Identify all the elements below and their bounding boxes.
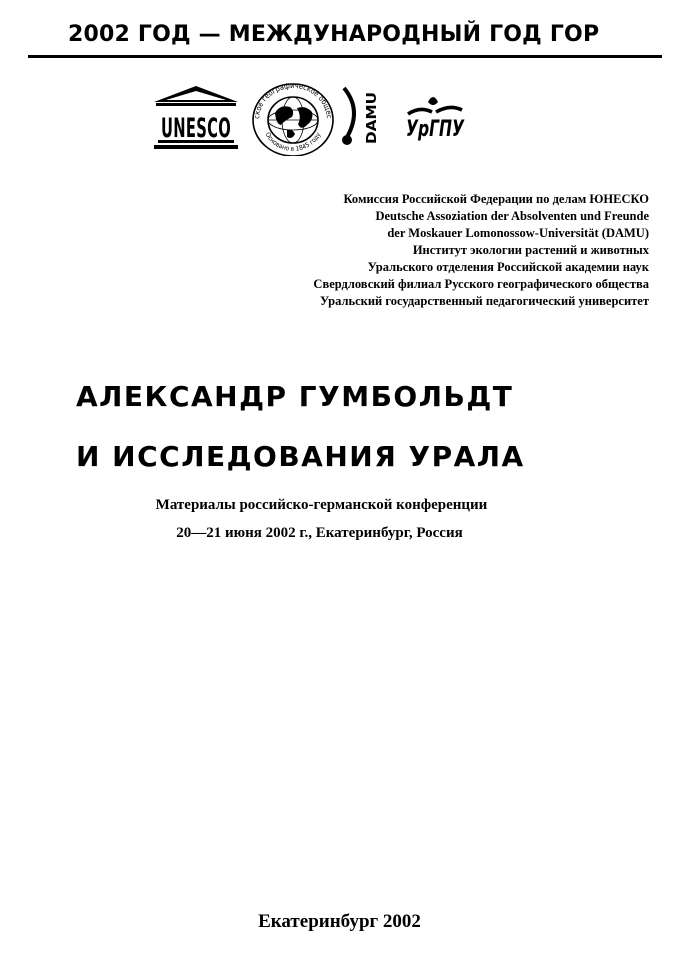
organization-line: Уральского отделения Российской академии наук — [367, 260, 649, 274]
organization-line: Уральский государственный педагогический университет — [320, 294, 649, 308]
book-title-line-2: И ИССЛЕДОВАНИЯ УРАЛА — [76, 440, 525, 473]
conference-date-place: 20—21 июня 2002 г., Екатеринбург, Россия — [176, 525, 463, 541]
globe-seal-icon — [250, 80, 336, 156]
damu-arc-icon — [338, 84, 384, 154]
imprint-city-year: Екатеринбург 2002 — [258, 911, 421, 932]
organization-line: Свердловский филиал Русского географического общества — [313, 277, 649, 291]
unesco-logo — [154, 86, 238, 155]
book-title-line-1: АЛЕКСАНДР ГУМБОЛЬДТ — [76, 380, 514, 413]
damu-letters: DAMU — [365, 104, 380, 144]
unesco-temple-icon — [154, 86, 238, 150]
unesco-letters: UNESCO — [161, 113, 231, 144]
banner-rule — [28, 55, 662, 58]
damu-logo — [338, 84, 384, 159]
ugpu-emblem-icon — [400, 92, 470, 150]
ugpu-letters: УрГПУ — [406, 117, 466, 142]
conference-subtitle: Материалы российско-германской конференции — [155, 497, 488, 513]
organization-line: Deutsche Assoziation der Absolventen und Freunde — [375, 209, 649, 223]
year-of-mountains-banner: 2002 ГОД — МЕЖДУНАРОДНЫЙ ГОД ГОР — [68, 22, 600, 47]
ugpu-logo — [400, 92, 470, 155]
logo-strip — [140, 80, 500, 160]
rgo-seal-logo — [250, 80, 336, 161]
organizations-list — [209, 191, 649, 310]
rgo-seal-text-bottom: Основано в 1845 году — [263, 130, 323, 153]
organization-line: Комиссия Российской Федерации по делам ЮНЕСКО — [343, 192, 649, 206]
rgo-seal-text-top: ское географическое общес — [251, 80, 334, 120]
organization-line: der Moskauer Lomonossow-Universität (DAMU) — [387, 226, 649, 240]
organization-line: Институт экологии растений и животных — [412, 243, 649, 257]
